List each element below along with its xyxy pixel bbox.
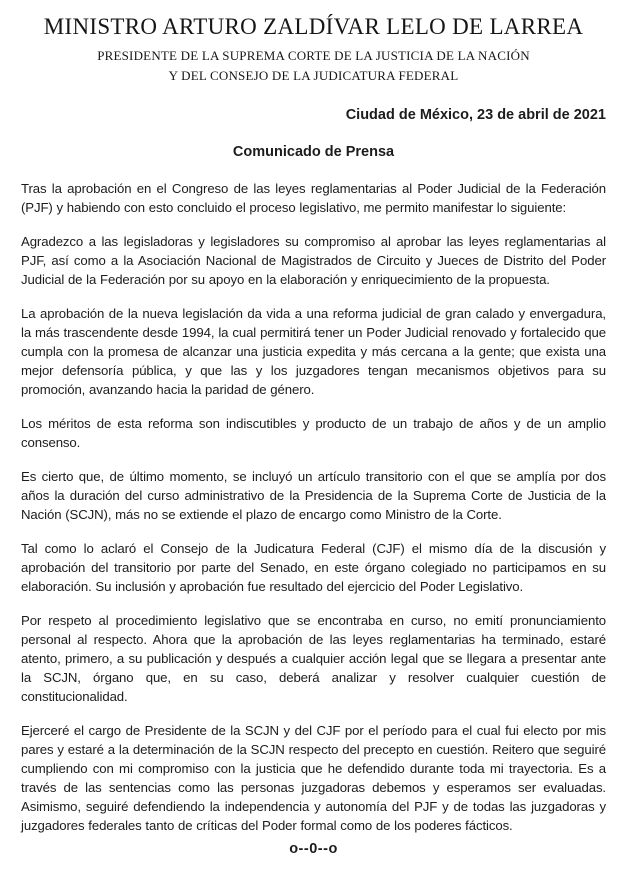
document-body — [21, 179, 606, 835]
author-name-heading: MINISTRO ARTURO ZALDÍVAR LELO DE LARREA — [43, 14, 584, 39]
document-header — [21, 14, 606, 86]
author-role-line-1: PRESIDENTE DE LA SUPREMA CORTE DE LA JUSTICIA DE LA NACIÓN — [97, 48, 530, 63]
paragraph-4: Los méritos de esta reforma son indiscutibles y producto de un trabajo de años y de un amplio consenso. — [21, 416, 606, 450]
paragraph-3: La aprobación de la nueva legislación da vida a una reforma judicial de gran calado y envergadura, la más trascendente desde 1994, la cual permitirá tener un Poder Judicial renovado y fortalecido que cumpla con la promesa de alcanzar una justicia expedita y más cercana a la gente; que exista una mejor defensoría pública, y que las y los juzgadores tengan mecanismos objetivos para su promoción, avanzando hacia la paridad de género. — [21, 306, 606, 397]
paragraph-5: Es cierto que, de último momento, se incluyó un artículo transitorio con el que se amplía por dos años la duración del curso administrativo de la Presidencia de la Suprema Corte de Justicia de la Nación (SCJN), más no se extiende el plazo de encargo como Ministro de la Corte. — [21, 469, 606, 522]
paragraph-7: Por respeto al procedimiento legislativo que se encontraba en curso, no emití pronunciamiento personal al respecto. Ahora que la aprobación de las leyes reglamentarias ha terminado, estaré atento, primero, a su publicación y después a cualquier acción legal que se llegara a presentar ante la SCJN, órgano que, en su caso, deberá analizar y resolver cualquier cuestión de constitucionalidad. — [21, 613, 606, 704]
paragraph-1: Tras la aprobación en el Congreso de las leyes reglamentarias al Poder Judicial de la Federación (PJF) y habiendo con esto concluido el proceso legislativo, me permito manifestar lo siguiente: — [21, 181, 606, 215]
document-title: Comunicado de Prensa — [232, 144, 395, 160]
author-role-line-2: Y DEL CONSEJO DE LA JUDICATURA FEDERAL — [168, 68, 459, 83]
paragraph-8: Ejerceré el cargo de Presidente de la SCJN y del CJF por el período para el cual fui electo por mis pares y estaré a la determinación de la SCJN respecto del precepto en cuestión. Reitero que seguiré cumpliendo con mi compromiso con la justicia que he defendido durante toda mi trayectoria. Es a través de las sentencias como las personas juzgadoras debemos y esperamos ser evaluadas. Asimismo, seguiré defendiendo la independencia y autonomía del PJF y de todas las juzgadoras y juzgadores federales tanto de críticas del Poder formal como de los poderes fácticos. — [21, 723, 606, 833]
closing-mark: o--0--o — [289, 841, 338, 857]
paragraph-2: Agradezco a las legisladoras y legisladores su compromiso al aprobar las leyes reglamentarias al PJF, así como a la Asociación Nacional de Magistrados de Circuito y Jueces de Distrito del Poder Judicial de la Federación por su apoyo en la elaboración y enriquecimiento de la propuesta. — [21, 234, 606, 287]
author-role — [21, 46, 606, 86]
dateline: Ciudad de México, 23 de abril de 2021 — [345, 107, 606, 123]
paragraph-6: Tal como lo aclaró el Consejo de la Judicatura Federal (CJF) el mismo día de la discusión y aprobación del transitorio por parte del Senado, en este órgano colegiado no participamos en su elaboración. Su inclusión y aprobación fue resultado del ejercicio del Poder Legislativo. — [21, 541, 606, 594]
